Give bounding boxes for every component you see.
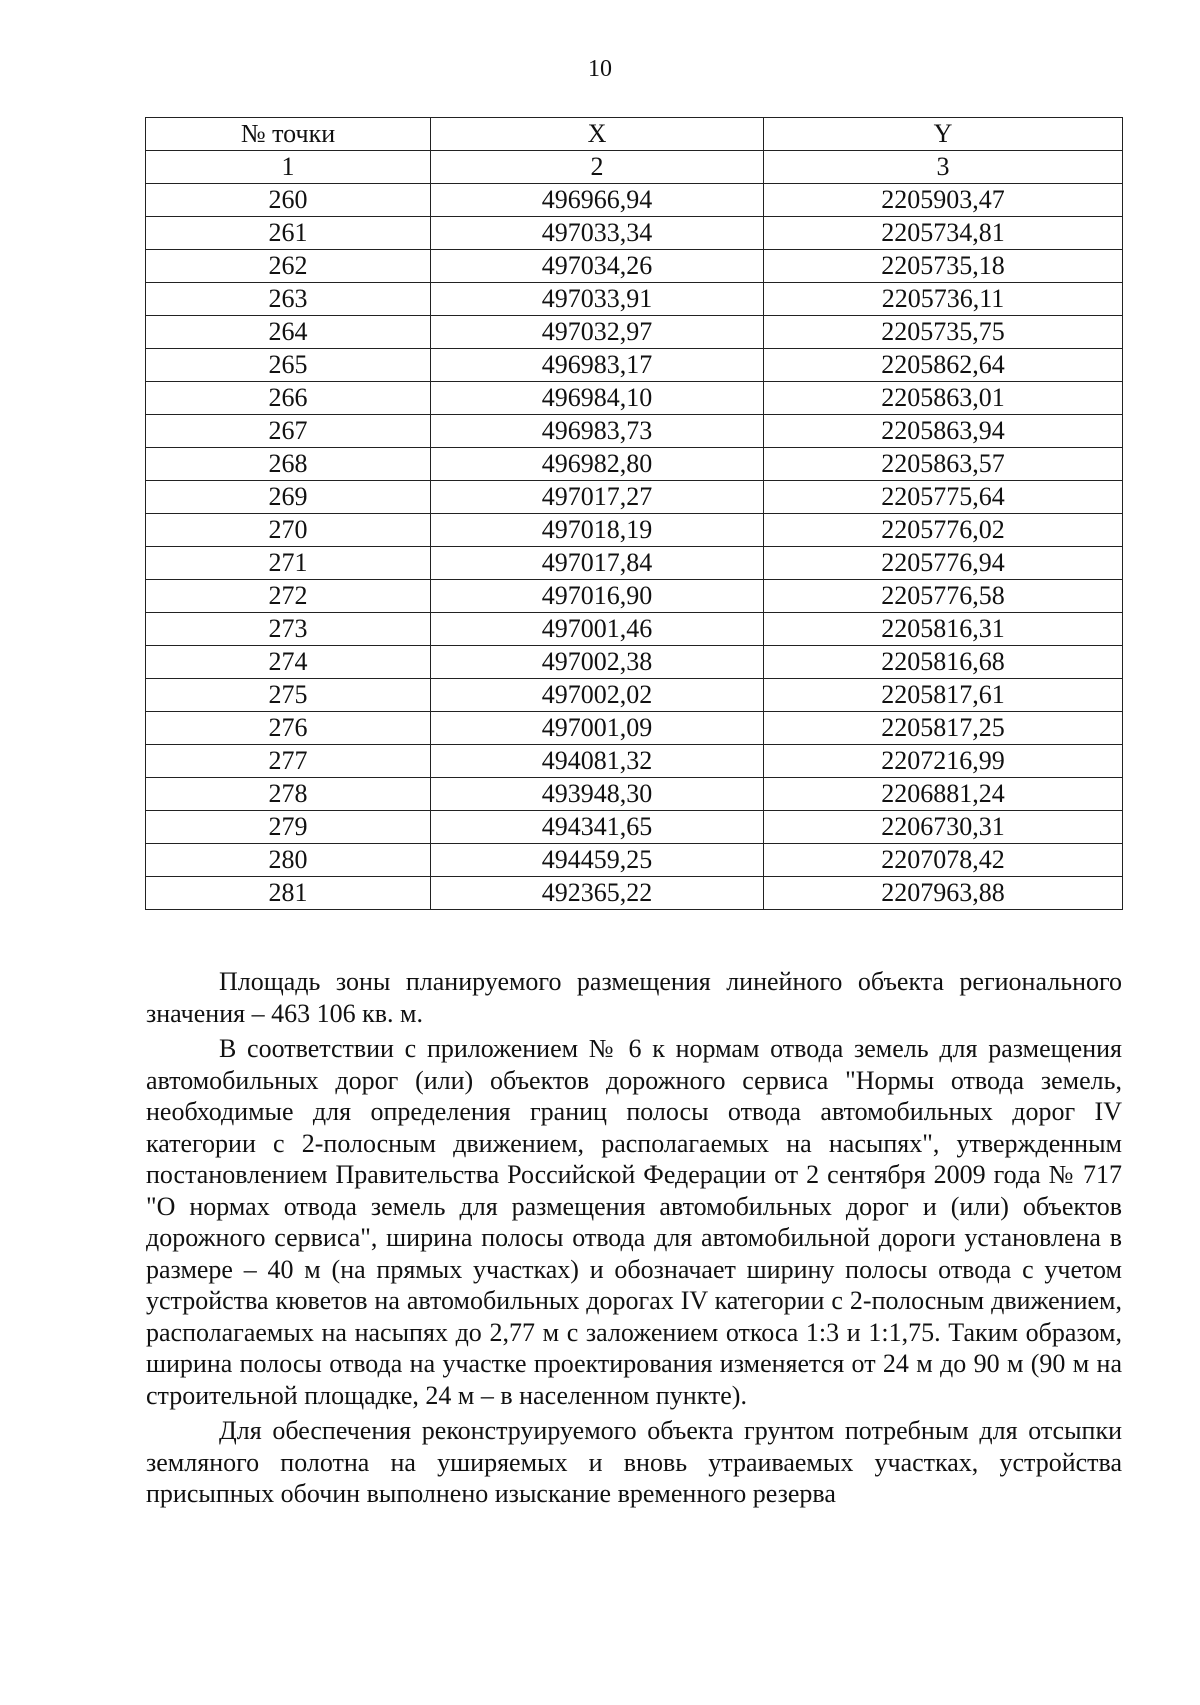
x-coordinate-cell: 497017,27 bbox=[431, 481, 764, 514]
table-row bbox=[146, 811, 1123, 844]
table-row bbox=[146, 415, 1123, 448]
table-row bbox=[146, 448, 1123, 481]
x-coordinate-cell: 497001,46 bbox=[431, 613, 764, 646]
y-coordinate-cell: 2205862,64 bbox=[764, 349, 1123, 382]
x-coordinate-cell: 496983,73 bbox=[431, 415, 764, 448]
y-coordinate-cell: 2205734,81 bbox=[764, 217, 1123, 250]
point-number-cell: 262 bbox=[146, 250, 431, 283]
point-number-cell: 273 bbox=[146, 613, 431, 646]
y-coordinate-cell: 2205736,11 bbox=[764, 283, 1123, 316]
table-row bbox=[146, 745, 1123, 778]
point-number-cell: 277 bbox=[146, 745, 431, 778]
table-row bbox=[146, 646, 1123, 679]
point-number-cell: 267 bbox=[146, 415, 431, 448]
y-coordinate-cell: 2207078,42 bbox=[764, 844, 1123, 877]
paragraph-area: Площадь зоны планируемого размещения линейного объекта регионального значения – 463 106 кв. м. bbox=[146, 967, 1122, 1028]
table-body bbox=[146, 184, 1123, 910]
table-row bbox=[146, 481, 1123, 514]
y-coordinate-cell: 2205816,68 bbox=[764, 646, 1123, 679]
column-number-row bbox=[146, 151, 1123, 184]
point-number-cell: 260 bbox=[146, 184, 431, 217]
point-number-cell: 280 bbox=[146, 844, 431, 877]
y-coordinate-cell: 2205863,57 bbox=[764, 448, 1123, 481]
x-coordinate-cell: 496983,17 bbox=[431, 349, 764, 382]
point-number-cell: 265 bbox=[146, 349, 431, 382]
table-row bbox=[146, 778, 1123, 811]
y-coordinate-cell: 2207216,99 bbox=[764, 745, 1123, 778]
x-coordinate-cell: 496984,10 bbox=[431, 382, 764, 415]
point-number-cell: 269 bbox=[146, 481, 431, 514]
y-coordinate-cell: 2205735,75 bbox=[764, 316, 1123, 349]
x-coordinate-cell: 496966,94 bbox=[431, 184, 764, 217]
x-coordinate-cell: 494081,32 bbox=[431, 745, 764, 778]
paragraph-norms: В соответствии с приложением № 6 к нормам отвода земель для размещения автомобильных дорог (или) объектов дорожного сервиса "Нормы отвода земель, необходимые для определения границ полосы отвода автомобильных дорог IV категории с 2-полосным движением, располагаемых на насыпях", утвержденным постановлением Правительства Российской Федерации от 2 сентября 2009 года № 717 "О нормах отвода земель для размещения автомобильных дорог и (или) объектов дорожного сервиса", ширина полосы отвода для автомобильной дороги установлена в размере – 40 м (на прямых участках) и обозначает ширину полосы отвода с учетом устройства кюветов на автомобильных дорогах IV категории с 2-полосным движением, располагаемых на насыпях до 2,77 м с заложением откоса 1:3 и 1:1,75. Таким образом, ширина полосы отвода на участке проектирования изменяется от 24 м до 90 м (90 м на строительной площадке, 24 м – в населенном пункте). bbox=[146, 1034, 1122, 1410]
point-number-cell: 263 bbox=[146, 283, 431, 316]
x-coordinate-cell: 497033,34 bbox=[431, 217, 764, 250]
header-row bbox=[146, 118, 1123, 151]
table-row bbox=[146, 712, 1123, 745]
column-number-2: 2 bbox=[431, 151, 764, 184]
y-coordinate-cell: 2205903,47 bbox=[764, 184, 1123, 217]
x-coordinate-cell: 497001,09 bbox=[431, 712, 764, 745]
point-number-cell: 264 bbox=[146, 316, 431, 349]
x-coordinate-cell: 494459,25 bbox=[431, 844, 764, 877]
x-coordinate-cell: 494341,65 bbox=[431, 811, 764, 844]
point-number-cell: 279 bbox=[146, 811, 431, 844]
column-number-3: 3 bbox=[764, 151, 1123, 184]
point-number-cell: 276 bbox=[146, 712, 431, 745]
table-row bbox=[146, 580, 1123, 613]
x-coordinate-cell: 497033,91 bbox=[431, 283, 764, 316]
header-x: X bbox=[431, 118, 764, 151]
table-row bbox=[146, 184, 1123, 217]
y-coordinate-cell: 2205817,61 bbox=[764, 679, 1123, 712]
x-coordinate-cell: 497032,97 bbox=[431, 316, 764, 349]
table-row bbox=[146, 877, 1123, 910]
point-number-cell: 266 bbox=[146, 382, 431, 415]
table-row bbox=[146, 547, 1123, 580]
y-coordinate-cell: 2205863,94 bbox=[764, 415, 1123, 448]
point-number-cell: 281 bbox=[146, 877, 431, 910]
coordinates-table bbox=[145, 117, 1123, 910]
x-coordinate-cell: 496982,80 bbox=[431, 448, 764, 481]
y-coordinate-cell: 2205817,25 bbox=[764, 712, 1123, 745]
table-row bbox=[146, 217, 1123, 250]
point-number-cell: 261 bbox=[146, 217, 431, 250]
paragraph-reserve: Для обеспечения реконструируемого объекта грунтом потребным для отсыпки земляного полотна на уширяемых и вновь утраиваемых участках, устройства присыпных обочин выполнено изыскание временного резерва bbox=[146, 1416, 1122, 1508]
table-row bbox=[146, 514, 1123, 547]
x-coordinate-cell: 497016,90 bbox=[431, 580, 764, 613]
x-coordinate-cell: 497034,26 bbox=[431, 250, 764, 283]
page-number: 10 bbox=[588, 56, 612, 82]
table-row bbox=[146, 316, 1123, 349]
point-number-cell: 268 bbox=[146, 448, 431, 481]
point-number-cell: 274 bbox=[146, 646, 431, 679]
y-coordinate-cell: 2205735,18 bbox=[764, 250, 1123, 283]
y-coordinate-cell: 2205816,31 bbox=[764, 613, 1123, 646]
x-coordinate-cell: 492365,22 bbox=[431, 877, 764, 910]
x-coordinate-cell: 497002,38 bbox=[431, 646, 764, 679]
table-row bbox=[146, 283, 1123, 316]
y-coordinate-cell: 2205775,64 bbox=[764, 481, 1123, 514]
point-number-cell: 278 bbox=[146, 778, 431, 811]
table-row bbox=[146, 349, 1123, 382]
x-coordinate-cell: 497017,84 bbox=[431, 547, 764, 580]
table-row bbox=[146, 679, 1123, 712]
y-coordinate-cell: 2205776,94 bbox=[764, 547, 1123, 580]
table-row bbox=[146, 844, 1123, 877]
table-header bbox=[146, 118, 1123, 184]
header-y: Y bbox=[764, 118, 1123, 151]
y-coordinate-cell: 2206730,31 bbox=[764, 811, 1123, 844]
table-row bbox=[146, 382, 1123, 415]
body-text bbox=[146, 966, 1122, 1514]
x-coordinate-cell: 493948,30 bbox=[431, 778, 764, 811]
point-number-cell: 272 bbox=[146, 580, 431, 613]
y-coordinate-cell: 2205776,58 bbox=[764, 580, 1123, 613]
x-coordinate-cell: 497002,02 bbox=[431, 679, 764, 712]
point-number-cell: 275 bbox=[146, 679, 431, 712]
y-coordinate-cell: 2207963,88 bbox=[764, 877, 1123, 910]
header-point-number: № точки bbox=[146, 118, 431, 151]
x-coordinate-cell: 497018,19 bbox=[431, 514, 764, 547]
y-coordinate-cell: 2205863,01 bbox=[764, 382, 1123, 415]
column-number-1: 1 bbox=[146, 151, 431, 184]
table-row bbox=[146, 250, 1123, 283]
table-row bbox=[146, 613, 1123, 646]
point-number-cell: 270 bbox=[146, 514, 431, 547]
point-number-cell: 271 bbox=[146, 547, 431, 580]
y-coordinate-cell: 2205776,02 bbox=[764, 514, 1123, 547]
y-coordinate-cell: 2206881,24 bbox=[764, 778, 1123, 811]
